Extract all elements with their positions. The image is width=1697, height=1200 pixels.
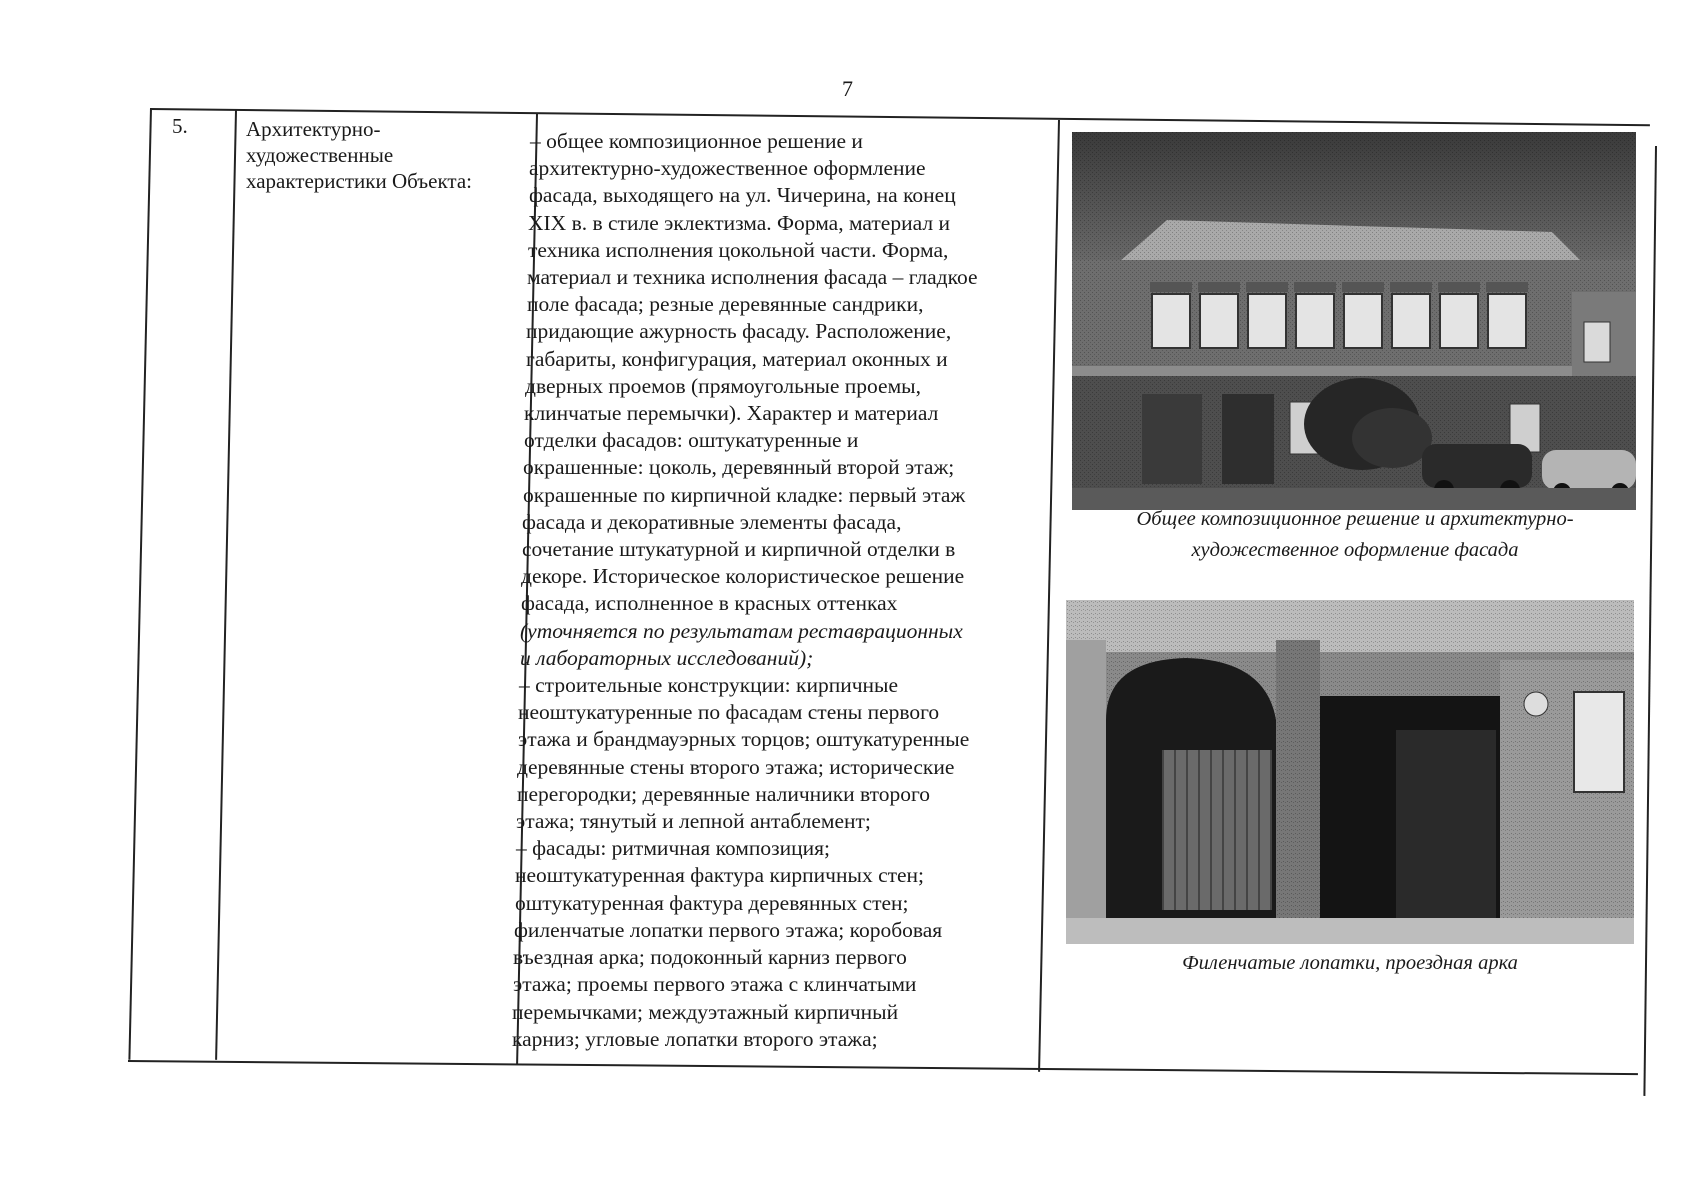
description-line: окрашенные по кирпичной кладке: первый этаж (523, 482, 966, 507)
description-line: этажа и брандмауэрных торцов; оштукатуренные (518, 727, 970, 752)
description-line: филенчатые лопатки первого этажа; коробовая (514, 917, 943, 942)
description-line: придающие ажурность фасаду. Расположение, (526, 319, 952, 344)
description-line: въездная арка; подоконный карниз первого (513, 945, 907, 970)
description-line: XIX в. в стиле эклектизма. Форма, материал и (528, 210, 950, 235)
title-line: художественные (246, 143, 394, 167)
col-divider-1 (215, 110, 237, 1060)
table-bottom-border (128, 1060, 1638, 1075)
title-line: Архитектурно- (246, 117, 381, 141)
description-line: фасада и декоративные элементы фасада, (522, 509, 902, 534)
page-number: 7 (842, 76, 853, 101)
arch-photo-caption (1070, 948, 1630, 979)
facade-photo (1072, 132, 1636, 510)
description-line: и лабораторных исследований); (520, 645, 814, 670)
row-description (512, 128, 1050, 1053)
row-number: 5. (172, 114, 188, 138)
arch-photo (1066, 600, 1634, 944)
table-left-border (128, 108, 152, 1060)
description-line: карниз; угловые лопатки второго этажа; (512, 1026, 878, 1051)
description-line: (уточняется по результатам реставрационных (520, 618, 963, 643)
description-line: фасада, исполненное в красных оттенках (521, 591, 898, 616)
description-line: – фасады: ритмичная композиция; (516, 836, 830, 861)
description-line: поле фасада; резные деревянные сандрики, (527, 292, 924, 317)
caption-line: Филенчатые лопатки, проездная арка (1182, 952, 1518, 974)
description-line: окрашенные: цоколь, деревянный второй этаж; (523, 455, 955, 480)
description-line: материал и техника исполнения фасада – гладкое (527, 265, 978, 290)
description-line: сочетание штукатурной и кирпичной отделки в (522, 537, 956, 562)
description-line: – строительные конструкции: кирпичные (519, 673, 899, 698)
description-line: этажа; тянутый и лепной антаблемент; (516, 809, 871, 834)
description-line: оштукатуренная фактура деревянных стен; (515, 890, 909, 915)
table-right-border (1643, 146, 1657, 1096)
description-line: перегородки; деревянные наличники второго (517, 781, 931, 806)
title-line: характеристики Объекта: (246, 169, 472, 193)
description-line: декоре. Историческое колористическое решение (521, 564, 965, 589)
description-line: перемычками; междуэтажный кирпичный (512, 999, 899, 1024)
caption-line: художественное оформление фасада (1191, 539, 1519, 561)
description-line: клинчатые перемычки). Характер и материал (524, 401, 939, 426)
row-title (246, 116, 526, 194)
description-line: габариты, конфигурация, материал оконных и (526, 346, 948, 371)
description-line: дверных проемов (прямоугольные проемы, (525, 373, 922, 398)
description-line: деревянные стены второго этажа; исторические (517, 754, 955, 779)
description-line: неоштукатуренная фактура кирпичных стен; (515, 863, 925, 888)
description-line: техника исполнения цокольной части. Форма, (528, 237, 949, 262)
description-line: фасада, выходящего на ул. Чичерина, на конец (529, 183, 956, 208)
description-line: этажа; проемы первого этажа с клинчатыми (513, 972, 917, 997)
description-line: архитектурно-художественное оформление (529, 156, 926, 181)
facade-photo-caption (1080, 504, 1630, 566)
description-line: неоштукатуренные по фасадам стены первого (518, 700, 940, 725)
description-line: – общее композиционное решение и (530, 129, 863, 153)
description-line: отделки фасадов: оштукатуренные и (524, 428, 859, 453)
caption-line: Общее композиционное решение и архитектурно- (1136, 508, 1574, 530)
